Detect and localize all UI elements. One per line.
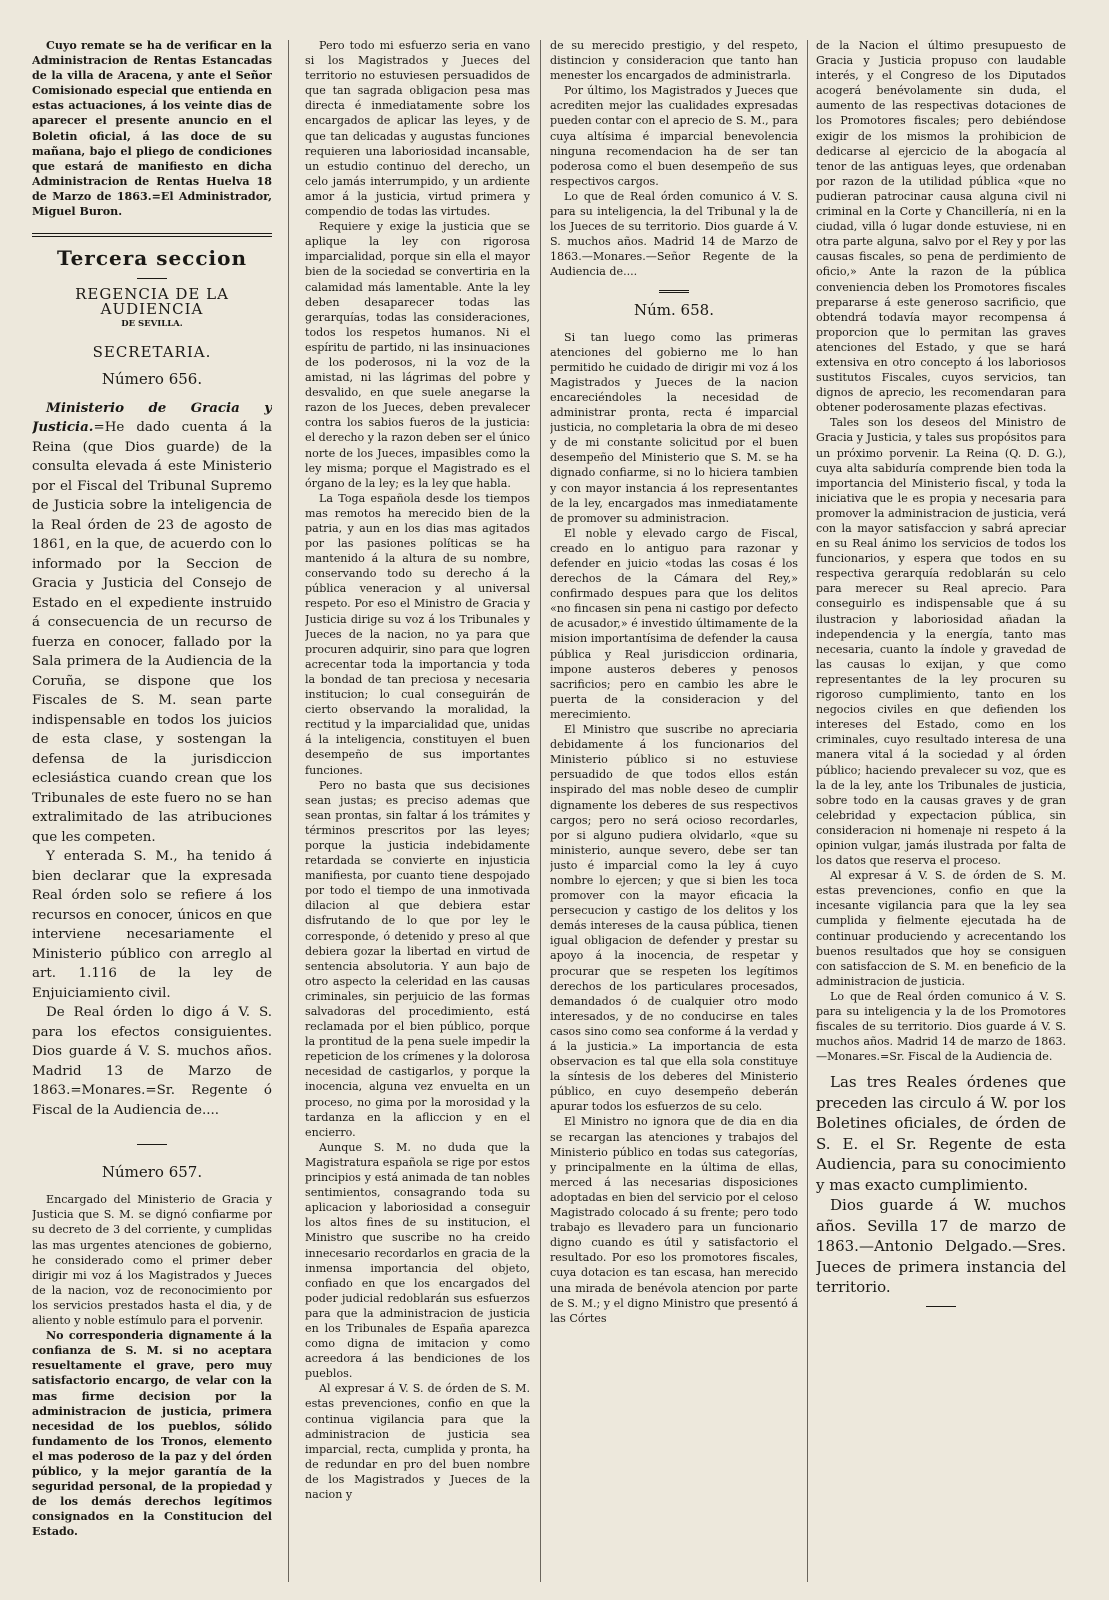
order-658-paragraph: El noble y elevado cargo de Fiscal, creado en lo antiguo para razonar y defender en juicio «todas las cosas é los derechos de la Cámara del Rey,» confirmado despues para que los delitos «no fincasen sin pena ni castigo por defecto de acusador,» é investido últimamente de la mision importantísima de defender la causa pública y Real jurisdiccion ordinaria, impone austeros deberes y penosos sacrificios; pero en cambio les abre le puerta de la consideracion y del merecimiento. [550,526,798,721]
auction-notice: Cuyo remate se ha de verificar en la Administracion de Rentas Estancadas de la villa de Aracena, y ante el Señor Comisionado especial que entienda en estas actuaciones, á los veinte dias de aparecer el presente anuncio en el Boletin oficial, á las doce de su mañana, bajo el pliego de condiciones que estará de manifiesto en dicha Administracion de Rentas Huelva 18 de Marzo de 1863.=El Administrador, Miguel Buron. [32,39,272,219]
order-657-paragraph: Encargado del Ministerio de Gracia y Justicia que S. M. se dignó confiarme por su decreto de 3 del corriente, y cumplidas las mas urgentes atenciones de gobierno, he considerado como el primer deber dirigir mi voz á los Magistrados y Jueces de la nacion, voz de reconocimiento por los servicios prestados hasta el dia, y de aliento y noble estímulo para el porvenir. [32,1193,272,1328]
order-658-signature: Lo que de Real órden comunico á V. S. para su inteligencia y la de los Promotores fiscales de su territorio. Dios guarde á V. S. muchos años. Madrid 14 de marzo de 1863.—Monares.=Sr. Fiscal de la Audiencia de. [816,989,1066,1064]
order-657-paragraph: Requiere y exige la justicia que se aplique la ley con rigorosa imparcialidad, porque sin ella el mayor bien de la sociedad se convertiria en la calamidad más lamentable. Ante la ley deben desaparecer todas las gerarquías, todas las consideraciones, todos los respetos humanos. Ni el espíritu de partido, ni las insinuaciones de los poderosos, ni la voz de la amistad, ni las lágrimas del pobre y desvalido, en que suele anegarse la razon de los Jueces, deben prevalecer contra los sabios fueros de la justicia: el derecho y la razon deben ser el único norte de los Jueces, impasibles como la ley misma; porque el Magistrado es el órgano de la ley; es la ley que habla. [305,220,530,490]
column-rule [807,40,808,1582]
number-658-heading: Núm. 658. [634,300,714,319]
order-656-paragraph: De Real órden lo digo á V. S. para los efectos consiguientes. Dios guarde á V. S. muchos años. Madrid 13 de Marzo de 1863.=Monares.=Sr. Regente ó Fiscal de la Audiencia de.... [32,1005,272,1118]
order-656-paragraph: Y enterada S. M., ha tenido á bien declarar que la expresada Real órden solo se refiere á los recursos en conocer, únicos en que interviene necesariamente el Ministerio público con arreglo al art. 1.116 de la ley de Enjuiciamiento civil. [32,849,272,1001]
short-divider [137,1144,167,1145]
order-657-paragraph: de su merecido prestigio, y del respeto, distincion y consideracion que tanto han menester los encargados de administrarla. [550,39,798,83]
regencia-subheading: DE SEVILLA. [121,319,183,330]
column-2 [305,38,530,1583]
order-657-paragraph: Pero no basta que sus decisiones sean justas; es preciso ademas que sean prontas, sin faltar á los trámites y términos prescritos por las leyes; porque la justicia indebidamente retardada se convierte en injusticia manifiesta, por cuanto tiene despojado por todo el tiempo de una inmotivada dilacion al que debiera estar disfrutando de lo que por ley le corresponde, ó detenido y preso al que debiera gozar la libertad en virtud de sentencia absolutoria. Y aun bajo de otro aspecto la celeridad en las causas criminales, sin perjuicio de las formas salvadoras del procedimiento, está reclamada por el bien público, porque la prontitud de la pena suele impedir la repeticion de los crímenes y la dolorosa necesidad de castigarlos, y porque la inocencia, alguna vez envuelta en un proceso, no gima por la morosidad y la tardanza en la afliccion y en el encierro. [305,778,530,1139]
order-658-paragraph: Si tan luego como las primeras atenciones del gobierno me lo han permitido he cuidado de dirigir mi voz á los Magistrados y Jueces de la nacion encareciéndoles la necesidad de administrar pronta, recta é imparcial justicia, no completaria la obra de mi deseo y de mi constante solicitud por el buen desempeño del Ministerio que S. M. se ha dignado confiarme, si no lo hiciera tambien y con mayor instancia á los representantes de la ley, encargados mas inmediatamente de promover su administracion. [550,330,798,525]
order-657-paragraph: No corresponderia dignamente á la confianza de S. M. si no aceptara resueltamente el grave, pero muy satisfactorio encargo, de velar con la mas firme decision por la administracion de justicia, primera necesidad de los pueblos, sólido fundamento de los Tronos, elemento el mas poderoso de la paz y del órden público, y la mejor garantía de la seguridad personal, de la propiedad y de los demás derechos legítimos consignados en la Constitucion del Estado. [32,1329,272,1539]
section-divider [32,233,272,237]
number-657-heading: Número 657. [101,1163,203,1182]
order-657-paragraph: Por último, los Magistrados y Jueces que acrediten mejor las cualidades expresadas pueden contar con el aprecio de S. M., para cuya altísima é imparcial benevolencia ninguna recomendacion ha de ser tan poderosa como el buen desempeño de sus respectivos cargos. [550,84,798,188]
order-657-paragraph: Pero todo mi esfuerzo seria en vano si los Magistrados y Jueces del territorio no estuviesen persuadidos de que tan sagrada obligacion pesa mas directa é inmediatamente sobre los encargados de aplicar las leyes, y de que tan delicadas y augustas funciones requieren una laboriosidad incansable, un estudio continuo del derecho, un celo jamás interrumpido, y un ardiente amor á la justicia, virtud primera y compendio de todas las virtudes. [305,39,530,219]
column-rule [288,40,289,1582]
order-657-signature: Lo que de Real órden comunico á V. S. para su inteligencia, la del Tribunal y la de los Jueces de su territorio. Dios guarde á V. S. muchos años. Madrid 14 de Marzo de 1863.—Monares.—Señor Regente de la Audiencia de.... [550,189,798,279]
order-657-paragraph: Al expresar á V. S. de órden de S. M. estas prevenciones, confio en que la continua vigilancia para que la administracion de justicia sea imparcial, recta, cumplida y pronta, ha de redundar en pro del buen nombre de los Magistrados y Jueces de la nacion y [305,1382,530,1501]
double-divider [659,290,689,293]
newspaper-page [22,30,1092,1590]
closing-circular [816,1072,1066,1298]
order-657-paragraph: La Toga española desde los tiempos mas remotos ha merecido bien de la patria, y aun en los dias mas agitados por las pasiones políticas se ha mantenido á la altura de su nombre, conservando todo su derecho á la pública veneracion y al universal respeto. Por eso el Ministro de Gracia y Justicia dirige su voz á los Tribunales y Jueces de la nacion, no ya para que procuren adquirir, sino para que logren acrecentar toda la importancia y toda la bondad de tan preciosa y necesaria institucion; lo cual conseguirán de cierto observando la moralidad, la rectitud y la imparcialidad que, unidas á la inteligencia, constituyen el buen desempeño de sus importantes funciones. [305,491,530,777]
order-658-paragraph: Tales son los deseos del Ministro de Gracia y Justicia, y tales sus propósitos para un próximo porvenir. La Reina (Q. D. G.), cuya alta sabiduría comprende bien toda la importancia del Ministerio fiscal, y toda la iniciativa que le es propia y necesaria para promover la administracion de justicia, verá con la mayor satisfaccion y sabrá apreciar en su Real ánimo los servicios de todos los funcionarios, y espera que todos en su respectiva gerarquía redoblarán su celo para merecer su Real aprecio. Para conseguirlo es indispensable que á su ilustracion y laboriosidad añadan la independencia y la energía, tanto mas necesaria, cuanto la índole y gravedad de las causas lo exijan, y que como representantes de la ley procuren su rigoroso cumplimiento, tanto en los negocios civiles en que defienden los intereses del Estado, como en los criminales, cuyo resultado interesa de una manera vital á la sociedad y al órden público; haciendo prevalecer su voz, que es la de la ley, ante los Tribunales de justicia, sobre todo en la causas graves y de gran celebridad y expectacion pública, sin consideracion ni homenaje ni respeto á la opinion vulgar, jamás ilustrada por falta de los datos que reserva el proceso. [816,416,1066,868]
closing-signature: Dios guarde á W. muchos años. Sevilla 17 de marzo de 1863.—Antonio Delgado.—Sres. Jueces de primera instancia del territorio. [816,1196,1066,1297]
closing-paragraph: Las tres Reales órdenes que preceden las circulo á W. por los Boletines oficiales, de órden de S. E. el Sr. Regente de esta Audiencia, para su conocimiento y mas exacto cumplimiento. [816,1073,1066,1194]
order-658-paragraph: Al expresar á V. S. de órden de S. M. estas prevenciones, confio en que la incesante vigilancia para que la ley sea cumplida y fielmente ejecutada ha de continuar produciendo y acrecentando los buenos resultados que hoy se consiguen con satisfaccion de S. M. en beneficio de la administracion de justicia. [816,869,1066,988]
number-656-heading: Número 656. [101,369,203,388]
secretaria-heading: SECRETARIA. [92,342,212,361]
order-656-paragraph: =He dado cuenta á la Reina (que Dios guarde) de la consulta elevada á este Ministerio por el Fiscal del Tribunal Supremo de Justicia sobre la inteligencia de la Real órden de 23 de agosto de 1861, en la que, de acuerdo con lo informado por la Seccion de Gracia y Justicia del Consejo de Estado en el expediente instruido á consecuencia de un recurso de fuerza en conocer, fallado por la Sala primera de la Audiencia de la Coruña, se dispone que los Fiscales de S. M. sean parte indispensable en todos los juicios de esta clase, y sostengan la defensa de la jurisdiccion eclesiástica cuando crean que los Tribunales de este fuero no se han extralimitado de las atribuciones que les competen. [32,420,272,845]
short-divider [926,1306,956,1307]
regencia-heading: REGENCIA DE LA AUDIENCIA [75,285,229,319]
order-656 [32,399,272,1121]
section-title: Tercera seccion [56,246,248,271]
column-4 [816,38,1066,1583]
order-657-paragraph: Aunque S. M. no duda que la Magistratura española se rige por estos principios y está animada de tan nobles sentimientos, consagrando toda su aplicacion y laboriosidad a conseguir los altos fines de su institucion, el Ministro que suscribe no ha creido innecesario recordarlos en gracia de la inmensa importancia del objeto, confiado en que los encargados del poder judicial redoblarán sus esfuerzos para que la administracion de justicia en los Tribunales de España aparezca como digna de imitacion y como acreedora á las bendiciones de los pueblos. [305,1140,530,1381]
column-rule [540,40,541,1582]
order-658-paragraph: de la Nacion el último presupuesto de Gracia y Justicia propuso con laudable interés, y el Congreso de los Diputados acogerá benévolamente sin duda, el aumento de las respectivas dotaciones de los Promotores fiscales; pero debiéndose exigir de los mismos la prohibicion de dedicarse al ejercicio de la abogacía al tenor de las antiguas leyes, que ordenaban por razon de la utilidad pública «que no pudieran patrocinar causa alguna civil ni criminal en la Corte y Chancillería, ni en la ciudad, villa ó lugar donde estuviese, ni en otra parte alguna, salvo por el Rey y por las causas fiscales, so pena de perdimiento de oficio,» Ante la razon de la pública conveniencia deben los Promotores fiscales prepararse á este generoso sacrificio, que obtendrá todavía mayor recompensa á proporcion que lo permitan las graves atenciones del Estado, y que se hará extensiva en otro concepto á los laboriosos sustitutos Fiscales, cuyos servicios, tan dignos de aprecio, les recomendaran para obtener poderosamente plazas efectivas. [816,39,1066,415]
ministry-heading: Ministerio de Gracia y Justicia. [32,399,272,436]
column-1 [32,38,272,1583]
order-658-paragraph: El Ministro no ignora que de dia en dia se recargan las atenciones y trabajos del Ministerio público en todas sus categorías, y principalmente en la última de ellas, merced á las necesarias disposiciones adoptadas en bien del servicio por el celoso Magistrado colocado á su frente; pero todo trabajo es llevadero para un funcionario digno cuando es útil y satisfactorio el resultado. Por eso los promotores fiscales, cuya dotacion es tan escasa, han merecido una mirada de benévola atencion por parte de S. M.; y el digno Ministro que presentó á las Córtes [550,1115,798,1325]
column-3 [550,38,798,1583]
order-658-paragraph: El Ministro que suscribe no apreciaria debidamente á los funcionarios del Ministerio público si no estuviese persuadido de que todos ellos están inspirado del mas noble deseo de cumplir dignamente los deberes de sus respectivos cargos; pero no será ocioso recordarles, por si alguno pudiera olvidarlo, «que su ministerio, aunque severo, debe ser tan justo é imparcial como la ley á cuyo nombre lo ejercen; y que si bien les toca promover con la mayor eficacia la persecucion y castigo de los delitos y los demás intereses de la causa pública, tienen igual obligacion de defender y prestar su apoyo á la inocencia, de respetar y procurar que se respeten los legítimos derechos de los particulares procesados, demandados ó de cualquier otro modo interesados, y de no conducirse en tales casos sino como sea conforme á la verdad y á la justicia.» La importancia de esta observacion es tal que ella sola constituye la síntesis de los deberes del Ministerio público, en cuyo desempeño deberán apurar todos los esfuerzos de su celo. [550,723,798,1114]
short-divider [137,278,167,279]
